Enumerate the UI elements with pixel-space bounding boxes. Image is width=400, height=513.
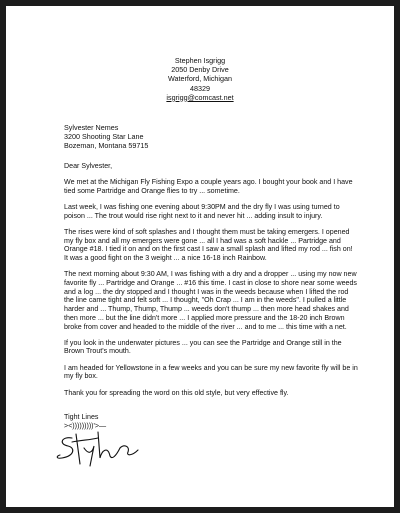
sender-email-link[interactable]: isgrigg@comcast.net bbox=[166, 92, 234, 102]
paragraph-5: If you look in the underwater pictures ... you can see the Partridge and Orange still in the Brown Trout's mouth. bbox=[64, 338, 342, 356]
salutation: Dear Sylvester, bbox=[64, 162, 113, 170]
recipient-name: Sylvester Nemes bbox=[64, 123, 119, 132]
paragraph-6: I am headed for Yellowstone in a few weeks and you can be sure my new favorite fly will be in my fly box. bbox=[64, 363, 358, 381]
letter-page bbox=[6, 6, 394, 507]
paragraph-2: Last week, I was fishing one evening about 9:30PM and the dry fly I was using turned to poison ... The trout would rise right next to it and never hit ... adding insult to injury. bbox=[64, 203, 340, 220]
sender-zip: 48329 bbox=[190, 83, 210, 93]
closing-line: Tight Lines bbox=[64, 413, 99, 421]
recipient-street: 3200 Shooting Star Lane bbox=[64, 132, 144, 141]
handwritten-signature bbox=[54, 426, 144, 468]
letter-body bbox=[64, 162, 358, 405]
sender-address-block bbox=[6, 56, 394, 102]
sender-name: Stephen Isgrigg bbox=[174, 56, 226, 65]
recipient-city: Bozeman, Montana 59715 bbox=[64, 141, 149, 150]
paragraph-1: We met at the Michigan Fly Fishing Expo a couple years ago. I bought your book and I have tied some Partridge and Orange flies to try ... sometime. bbox=[64, 178, 353, 195]
paragraph-4: The next morning about 9:30 AM, I was fishing with a dry and a dropper ... using my now new favorite fly ... Partridge and Orange ... #16 this time. I cast in close to shore near some weeds and a log ... the dry stopped and I thought I was in the weeds because when I lifted the rod the line came tight and felt soft ... I thought, "Oh Crap ... I am in the weeds". I pulled a little harder and ... Thump, Thump, Thump ... weeds don't thump ... then more head shakes and then more ... but the line didn't more ... I applied more pressure and the 18-20 inch Brown broke from cover and headed to the middle of the river ... and to me ... this time with a net. bbox=[64, 270, 357, 331]
sender-city: Waterford, Michigan bbox=[167, 74, 233, 84]
paragraph-3: The rises were kind of soft splashes and I thought them must be taking emergers. I opened my fly box and all my emergers were gone ... all I had was a soft hackle ... Partridge and Orange #18. I tied it on and on the first cast I saw a small splash and lifted my rod ... fish on! It was a good fight on the 3 weight ... a nice 16-18 inch Rainbow. bbox=[64, 228, 353, 263]
recipient-address-block bbox=[64, 123, 148, 150]
fish-ascii-art: ><)))))))))'>— bbox=[64, 421, 107, 430]
sender-street: 2050 Denby Drive bbox=[171, 65, 229, 75]
paragraph-7: Thank you for spreading the word on this old style, but very effective fly. bbox=[64, 388, 289, 397]
